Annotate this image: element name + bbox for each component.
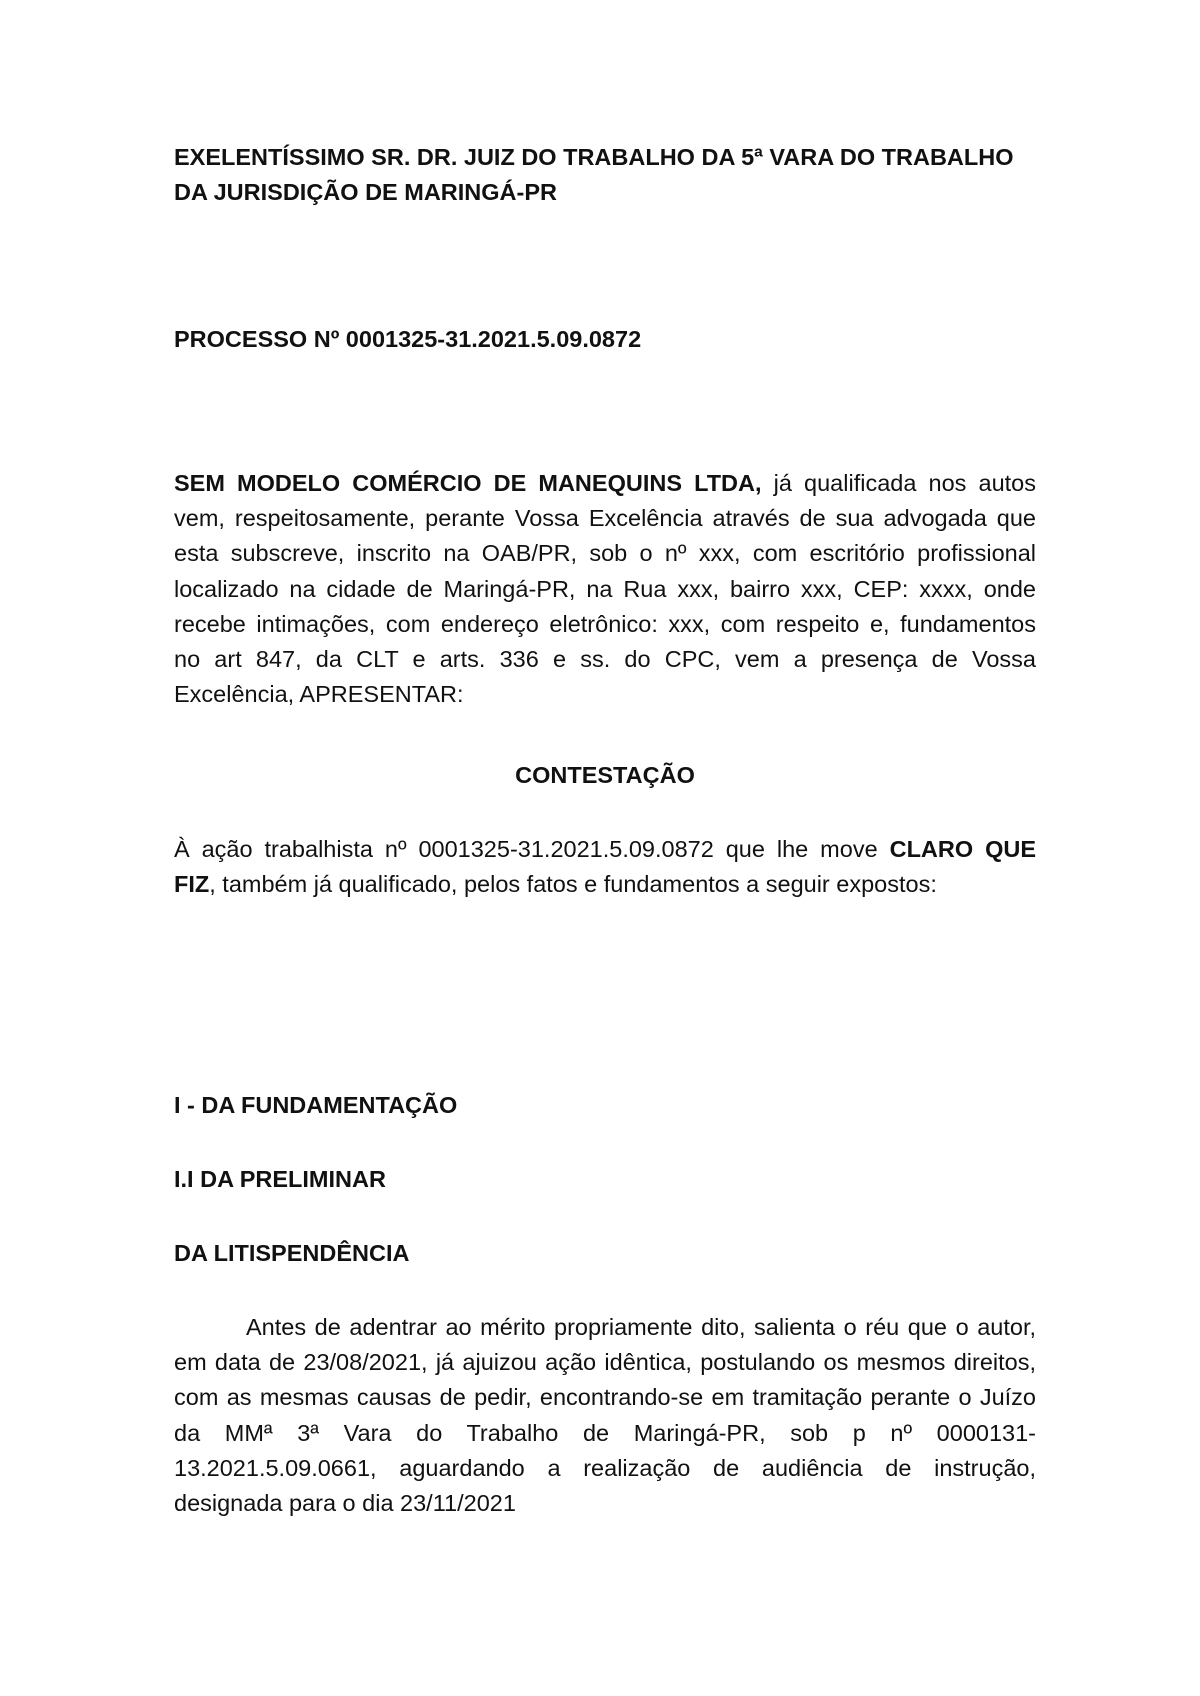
action-paragraph (174, 832, 1036, 902)
intro-line: localizado na cidade de Maringá-PR, na Rua xxx, bairro xxx, CEP: xxxx, onde (174, 575, 1036, 602)
litis-line: 13.2021.5.09.0661, aguardando a realização de audiência de instrução, (174, 1454, 1036, 1481)
intro-line-1 (174, 466, 1036, 501)
process-number: PROCESSO Nº 0001325-31.2021.5.09.0872 (174, 326, 642, 352)
contestacao-title: CONTESTAÇÃO (515, 762, 695, 788)
litis-line: Antes de adentrar ao mérito propriamente dito, salienta o réu que o autor, (246, 1314, 1036, 1340)
action-line-1-text: À ação trabalhista nº 0001325-31.2021.5.09.0872 que lhe move (174, 836, 890, 862)
litispendencia-paragraph (174, 1310, 1036, 1521)
action-line-2 (174, 867, 1036, 902)
plaintiff-name-part-2: FIZ (174, 871, 210, 898)
litis-line: da MMª 3ª Vara do Trabalho de Maringá-PR, sob p nº 0000131- (174, 1419, 1036, 1446)
intro-paragraph (174, 466, 1036, 712)
section-fundamentacao: I - DA FUNDAMENTAÇÃO (174, 1092, 458, 1118)
company-name: SEM MODELO COMÉRCIO DE MANEQUINS LTDA, (174, 470, 762, 496)
action-line-2-text: , também já qualificado, pelos fatos e fundamentos a seguir expostos: (209, 871, 937, 898)
litis-line: em data de 23/08/2021, já ajuizou ação idêntica, postulando os mesmos direitos, (174, 1349, 1036, 1376)
court-header-line-2: DA JURISDIÇÃO DE MARINGÁ-PR (174, 179, 557, 206)
intro-line: esta subscreve, inscrito na OAB/PR, sob o nº xxx, com escritório profissional (174, 540, 1036, 567)
action-line-1 (174, 832, 1036, 867)
plaintiff-name-part-1: CLARO QUE (889, 836, 1037, 862)
section-litispendencia: DA LITISPENDÊNCIA (174, 1240, 410, 1266)
court-header-line-1: EXELENTÍSSIMO SR. DR. JUIZ DO TRABALHO DA 5ª VARA DO TRABALHO (174, 144, 1014, 170)
litis-last-line: designada para o dia 23/11/2021 (174, 1490, 516, 1517)
intro-line: recebe intimações, com endereço eletrônico: xxx, com respeito e, fundamentos (174, 610, 1036, 637)
intro-line-1-rest: já qualificada nos autos (761, 470, 1036, 496)
intro-last-line: Excelência, APRESENTAR: (174, 681, 464, 708)
intro-line: vem, respeitosamente, perante Vossa Excelência através de sua advogada que (174, 505, 1036, 532)
court-header (174, 140, 1036, 210)
intro-line: no art 847, da CLT e arts. 336 e ss. do CPC, vem a presença de Vossa (174, 646, 1036, 673)
litis-line: com as mesmas causas de pedir, encontrando-se em tramitação perante o Juízo (174, 1384, 1036, 1411)
section-preliminar: I.I DA PRELIMINAR (174, 1166, 386, 1192)
